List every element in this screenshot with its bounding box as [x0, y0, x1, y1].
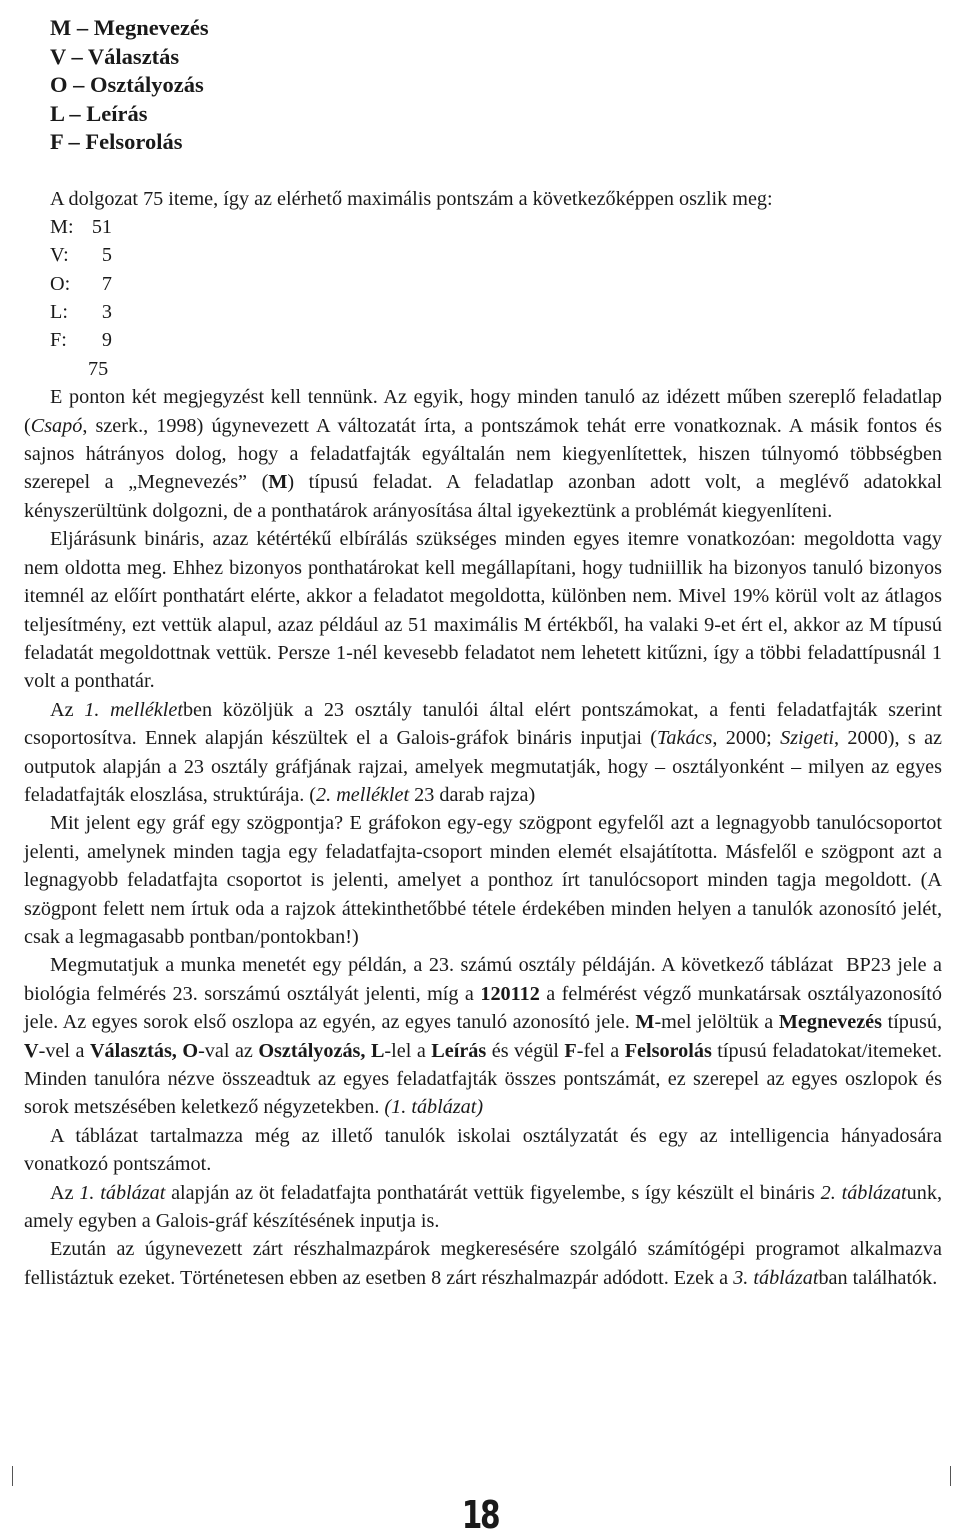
paragraph-6: A táblázat tartalmazza még az illető tanulók iskolai osztályzatát és egy az intelligencia hányadosára vonatkozó pontszámot. — [24, 1124, 942, 1176]
score-value: 9 — [101, 329, 112, 352]
paragraph-5: Megmutatjuk a munka menetét egy példán, a 23. számú osztály példáján. A következő táblázat BP23 jele a biológia felmérés 23. sorszámú osztályát jelenti, míg a 120112 a felmérést végző munkatársak osztályazonosító jele. Az egyes sorok első oszlopa az egyén, az egyes tanuló azonosító jele. M-mel jelöltük a Megnevezés típusú, V-vel a Választás, O-val az Osztályozás, L-lel a Leírás és végül F-fel a Felsorolás típusú feladatokat/itemeket. Minden tanulóra nézve összeadtuk az egyes feladatfajták összes pontszámát, ez szerepel az egyes oszlopok és sorok metszésében keletkező négyzetekben. (1. táblázat) — [24, 954, 942, 1119]
score-value: 7 — [101, 272, 112, 295]
score-breakdown — [50, 213, 942, 383]
legend-item: V – Választás — [50, 43, 180, 69]
legend-item: O – Osztályozás — [50, 72, 204, 97]
score-value: 51 — [91, 215, 112, 238]
score-row — [50, 241, 942, 269]
paragraph-8: Ezután az úgynevezett zárt részhalmazpárok megkeresésére szolgáló számítógépi programot alkalmazva fellistáztuk ezeket. Történetesen ebben az esetben 8 zárt részhalmazpár adódott. Ezek a 3. táblázatban találhatók. — [24, 1238, 942, 1289]
score-total: 75 — [88, 357, 109, 380]
score-row — [50, 298, 942, 326]
score-key: F: — [50, 329, 67, 352]
intro-paragraph: A dolgozat 75 iteme, így az elérhető maximális pontszám a következőképpen oszlik meg: — [50, 187, 773, 210]
paragraph-7: Az 1. táblázat alapján az öt feladatfajta ponthatárát vettük figyelembe, s így készült el bináris 2. táblázatunk, amely egyben a Galois-gráf készítésének inputja is. — [24, 1181, 942, 1233]
paragraph-2: Eljárásunk bináris, azaz kétértékű elbírálás szükséges minden egyes itemre vonatkozóan: megoldotta vagy nem oldotta meg. Ehhez bizonyos ponthatárokat kell megállapítani, hogy tudniillik ha bizonyos tanuló bizonyos itemnél az előírt ponthatárt elérte, akkor a feladatot megoldotta, különben nem. Mivel 19% körül volt az átlagos teljesítmény, ezt vettük alapul, azaz például az 51 maximális M értékből, ha valaki 9-et ért el, akkor az M típusú feladatát megoldottnak vettük. Persze 1-nél kevesebb feladatot nem lehetett kitűzni, így a többi feladattípusnál 1 volt a ponthatár. — [24, 528, 942, 693]
score-row — [50, 213, 942, 241]
paragraph-3: Az 1. mellékletben közöljük a 23 osztály tanulói által elért pontszámokat, a fenti feladatfajták szerint csoportosítva. Ennek alapján készültek el a Galois-gráfok bináris inputjai (Takács, 2000; Szigeti, 2000), s az outputok alapján a 23 osztály gráfjának rajzai, amelyek megmutatják, hogy – osztályonként – milyen az egyes feladatfajták eloszlása, struktúrája. (2. melléklet 23 darab rajza) — [24, 698, 942, 806]
legend-item: L – Leírás — [50, 100, 148, 126]
type-legend — [50, 14, 942, 157]
score-key: O: — [50, 272, 71, 295]
score-row — [50, 326, 942, 354]
legend-item: F – Felsorolás — [50, 129, 183, 154]
score-key: V: — [50, 244, 69, 267]
score-value: 3 — [101, 301, 112, 324]
legend-item: M – Megnevezés — [50, 15, 209, 40]
score-value: 5 — [101, 244, 112, 267]
page-content — [24, 14, 942, 1292]
paragraph-1: E ponton két megjegyzést kell tennünk. Az egyik, hogy minden tanuló az idézett műben szereplő feladatlap (Csapó, szerk., 1998) úgynevezett A változatát írta, a pontszámok tehát erre vonatkoznak. A másik fontos és sajnos hátrányos dolog, hogy a feladatfajták egyáltalán nem kiegyenlítettek, hiszen túlnyomó többségben szerepel a „Megnevezés” (M) típusú feladat. A feladatlap azonban adott volt, a meglévő adatokkal kényszerültünk dolgozni, de a ponthatárok arányosítása által igyekeztünk a problémát kiegyenlíteni. — [24, 386, 942, 522]
score-key: L: — [50, 301, 68, 324]
margin-rule-right — [950, 1466, 951, 1486]
page-number: 18 — [461, 1493, 499, 1537]
margin-rule-left — [12, 1466, 13, 1486]
paragraph-4: Mit jelent egy gráf egy szögpontja? E gráfokon egy-egy szögpont egyfelől azt a legnagyobb tanulócsoportot jelenti, amelynek minden tagja egy feladatfajta-csoport minden elemét elsajátította. Másfelől e szögpont azt a legnagyobb feladatfajta csoportot is jelenti, amelyet a ponthoz írt tanulócsoport minden tagja megoldott. (A szögpont felett nem írtuk oda a rajzok áttekinthetőbbé tétele érdekében minden helyen a tanulók azonosító jelét, csak a legmagasabb pontban/pontokban!) — [24, 812, 942, 948]
score-key: M: — [50, 215, 74, 238]
score-row — [50, 270, 942, 298]
